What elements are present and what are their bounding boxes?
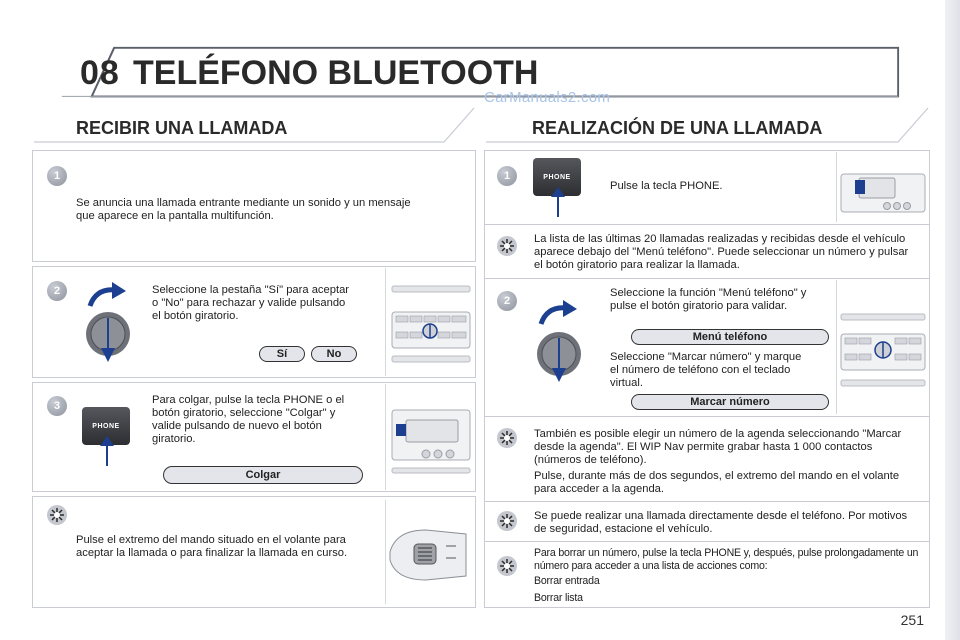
page-title: TELÉFONO BLUETOOTH [133, 54, 539, 92]
tip-icon [497, 511, 517, 531]
make-tip1-text: La lista de las últimas 20 llamadas realizadas y recibidas desde el vehículo aparece debajo del "Menú teléfono". Puede seleccionar un número y pulsar el botón giratorio para realizar la llamada. [534, 233, 909, 271]
chapter-number: 08 [80, 54, 120, 92]
radio-panel-image [836, 280, 928, 414]
step-number-badge: 3 [47, 396, 67, 416]
make-tip2-text [534, 428, 919, 499]
make-tip2-paragraph: Pulse, durante más de dos segundos, el extremo del mando en el volante para acceder a la agenda. [534, 470, 900, 495]
car-radio-icon [837, 152, 929, 222]
divider [485, 416, 929, 417]
radio-panel-image [836, 152, 928, 222]
car-radio-icon [386, 384, 476, 490]
receive-step2-text: Seleccione la pestaña "Sí" para aceptar o "No" para rechazar y valide pulsando el botón giratorio. [152, 284, 350, 322]
phone-key-icon: PHONE [82, 407, 130, 445]
step-number-badge: 2 [497, 291, 517, 311]
delete-list-option: Borrar lista [534, 591, 583, 604]
watermark: CarManuals2.com [484, 89, 611, 106]
rotary-knob-icon [82, 282, 134, 364]
yes-tab-button[interactable]: Sí [259, 346, 305, 362]
receive-tip-text: Pulse el extremo del mando situado en el volante para aceptar la llamada o para finalizar la llamada en curso. [76, 534, 348, 559]
dial-number-button[interactable]: Marcar número [631, 394, 829, 410]
car-radio-icon [837, 280, 929, 414]
divider [485, 501, 929, 502]
tip-icon [497, 556, 517, 576]
right-section-title: REALIZACIÓN DE UNA LLAMADA [532, 118, 823, 138]
receive-step1-text: Se anuncia una llamada entrante mediante un sonido y un mensaje que aparece en la pantalla multifunción. [76, 197, 411, 222]
delete-entry-option: Borrar entrada [534, 575, 600, 587]
rotary-knob-icon [533, 300, 585, 386]
radio-panel-image [385, 384, 475, 490]
phone-menu-button[interactable]: Menú teléfono [631, 329, 829, 345]
press-arrow-icon [98, 436, 116, 470]
no-tab-button[interactable]: No [311, 346, 357, 362]
make-step2-text-a: Seleccione la función "Menú teléfono" y pulse el botón giratorio para validar. [610, 287, 807, 312]
divider [485, 278, 929, 279]
left-section-title: RECIBIR UNA LLAMADA [76, 118, 288, 138]
car-radio-icon [386, 268, 476, 376]
make-step2-text-b: Seleccione "Marcar número" y marque el número de teléfono con el teclado virtual. [610, 351, 802, 389]
make-tip4-text [534, 547, 924, 604]
divider [485, 224, 929, 225]
steering-stalk-icon [386, 500, 476, 604]
phone-key-icon: PHONE [533, 158, 581, 196]
make-tip3-text: Se puede realizar una llamada directamente desde el teléfono. Por motivos de seguridad, estacione el vehículo. [534, 510, 908, 535]
step-number-badge: 1 [47, 166, 67, 186]
make-tip4-paragraph: Para borrar un número, pulse la tecla PHONE y, después, pulse prolongadamente un número para acceder a una lista de acciones como: [534, 547, 919, 572]
page-number: 251 [900, 612, 924, 628]
tip-icon [497, 428, 517, 448]
radio-panel-image [385, 268, 475, 376]
hangup-button[interactable]: Colgar [163, 466, 363, 484]
tip-icon [47, 505, 67, 525]
step-number-badge: 1 [497, 166, 517, 186]
steering-stalk-image [385, 500, 475, 604]
receive-step3-text: Para colgar, pulse la tecla PHONE o el botón giratorio, seleccione "Colgar" y valide pulsando de nuevo el botón giratorio. [152, 394, 345, 445]
divider [485, 541, 929, 542]
press-arrow-icon [549, 187, 567, 221]
make-tip2-paragraph: También es posible elegir un número de la agenda seleccionando "Marcar desde la agenda". El WIP Nav permite grabar hasta 1 000 contactos (números de teléfono). [534, 428, 902, 466]
tip-icon [497, 236, 517, 256]
step-number-badge: 2 [47, 281, 67, 301]
page-edge-bar [945, 0, 960, 640]
make-step1-text: Pulse la tecla PHONE. [610, 180, 723, 192]
